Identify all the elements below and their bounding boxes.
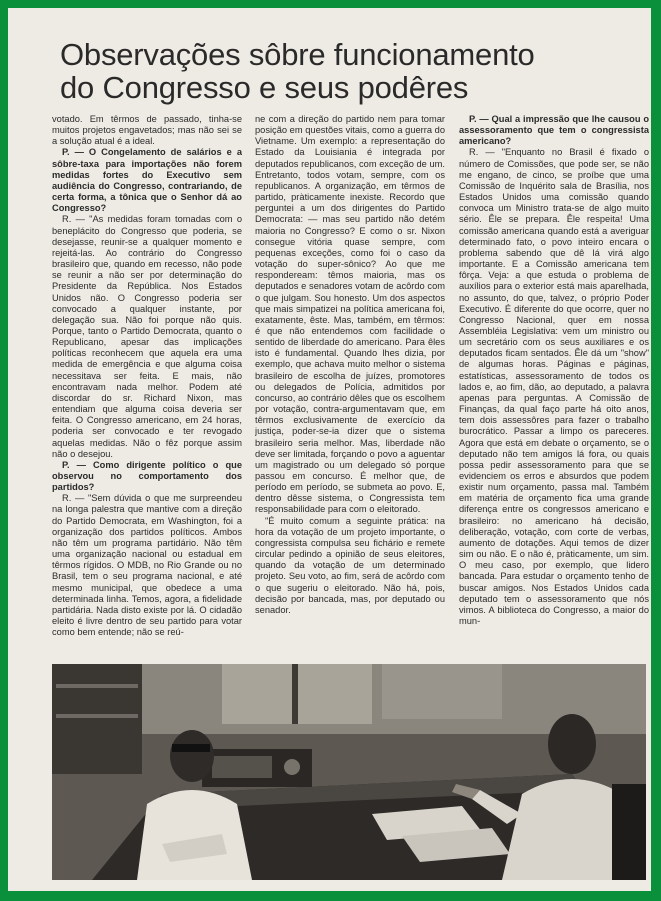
magazine-page bbox=[8, 8, 651, 891]
answer: R. — "As medidas foram tomadas com o beneplácito do Congresso que poderia, se desejasse, reunir-se a qualquer momento e rejeitá-las. Ao contrário do Congresso brasileiro que, quando em recesso, não pode se reunir a não ser por determinação do Presidente da República. Nos Estados Unidos não. O Congresso poderia ser convocado a qualquer instante, por delegação sua. Não foi porque não quis. Porque, tanto o Partido Democrata, quanto o Republicano, apesar das implicações políticas reconhecem que aquela era uma medida de emergência e que alguma coisa necessitava ser feita. E mais, não encontravam nada melhor. Podem até discordar do sr. Richard Nixon, mas entendiam que alguma coisa deveria ser feita. O Congresso americano, em 24 horas, poderia ser convocado e ter revogado aquelas medidas. Não o fêz porque assim não o desejou. bbox=[52, 214, 242, 459]
answer: R. — "Sem dúvida o que me surpreendeu na longa palestra que mantive com a direção do Partido Democrata, em Washington, foi a organização dos partidos políticos. Ambos não têm um programa partidário. Não têm uma organização nacional ou estadual em têrmos rígidos. O MDB, no Rio Grande ou no Brasil, tem o seu programa nacional, e até mesmo municipal, que obedece a uma determinada linha. Temos, agora, a fidelidade partidária. Nada disto existe por lá. O cidadão eleito é livre dentro de seu partido para votar como bem entende; não se reú- bbox=[52, 493, 242, 638]
text-column-2 bbox=[255, 114, 445, 659]
interview-photo bbox=[52, 664, 646, 880]
paragraph: ne com a direção do partido nem para tomar posição em questões vitais, como a guerra do Vietname. Um exemplo: a representação do Estado da Louisiania é integrada por deputados republicanos, com exceção de um. Entretanto, todos votam, sempre, com os republicanos. A organização, em têrmos de partido, pràticamente inexiste. Recordo que perguntei a um dos dirigentes do Partido Democrata: — mas seu partido não detém maioria no Congresso? E como o sr. Nixon consegue vitória quase sempre, com pequenas exceções, como foi o caso da votação do super-sônico? Ao que me respondeream: têmos maioria, mas os deputados e senadores votam de acôrdo com o que julgam. Sou honesto. Um dos aspectos que mais simpatizei na política americana foi, exatamente, êste. Mas, também, em têrmos: é que não entendemos com facilidade o sentido de liberdade do americano. Para êles isto é fundamental. Quando lhes dizia, por exemplo, que achava muito melhor o sistema brasileiro de escolha de juízes, promotores ou delegados de Polícia, admitidos por concurso, ao contrário dêles que os escolhem por votação, contra-argumentavam que, em têrmos exclusivamente de exercício da justiça, poder-se-ia dizer que o sistema brasileiro seria melhor. Mas, liberdade não deve ser limitada, forçando o povo a aguentar um magistrado ou um delegado só porque passou em concurso. É melhor que, de período em período, se submeta ao povo. E, dentro dêsse sistema, o Congressista tem responsabilidade para com o eleitorado. bbox=[255, 114, 445, 515]
text-column-1 bbox=[52, 114, 242, 659]
answer: R. — "Enquanto no Brasil é fixado o número de Comissões, que pode ser, se não me engano, de cinco, se proíbe que uma Comissão de Inquérito sala de Brasília, nos Estados Unidos uma comissão quando convoca um Ministro trata-se de algo muito sério. Êle se prepara. Êle respeita! Uma comissão americana quando está a averiguar determinado fato, o povo inteiro encara o problema sabendo que dê lá virá algo importante. E a Comissão americana tem fôrça. Veja: a que estuda o problema de auxílios para o exterior está mais aparelhada, no assunto, do que, talvez, o próprio Poder Executivo. É diferente do que ocorre, quer no Congresso Nacional, quer em nossa Assembléia Legislativa: vem um ministro ou um secretário com os seus auxiliares e os deputados ficam sentados. Êle dá um "show" de algumas horas. Páginas e páginas, estatísticas, assessoramento de todos os lados e, ao fim, dão, ao deputado, a palavra apenas para perguntas. A Comissão de Finanças, da qual faço parte há oito anos, tem dois assessôres para fazer o trabalho burocrático. Passar a limpo os pareceres. Agora que está em debate o orçamento, se o deputado não tem amigos lá fora, ou quais possa pedir assessoramento para que se evidenciem os erros e absurdos que podem existir num orçamento, passa mal. Também em matéria de orçamento fica uma grande diferença entre os congressos americano e brasileiro: no americano há decisão, deliberação, votação, com corte de verbas, aumento de dotações. Aqui temos de dizer sim ou não. E o não é, pràticamente, um sim. O meu caso, por exemplo, que lidero bancada. Para estudar o orçamento tenho de buscar amigos. Nos Estados Unidos cada deputado tem o assessoramento que nós vimos. A biblioteca do Congresso, a maior do mun- bbox=[459, 147, 649, 627]
text-column-3 bbox=[459, 114, 649, 659]
paragraph: votado. Em têrmos de passado, tinha-se muitos projetos engavetados; mas não sei se a solução atual é a ideal. bbox=[52, 114, 242, 147]
interview-photo-illustration bbox=[52, 664, 646, 880]
paragraph: "É muito comum a seguinte prática: na hora da votação de um projeto importante, o congressista compulsa seu fichário e remete circular pedindo a opinião de seus eleitores, quando da votação de um determinado projeto. Seu voto, ao fim, será de acôrdo com o que sugeriu o eleitorado. Não há, pois, decisão por bancada, mas, por deputado ou senador. bbox=[255, 515, 445, 615]
title-line-2: do Congresso e seus podêres bbox=[60, 70, 469, 105]
title-line-1: Observações sôbre funcionamento bbox=[60, 37, 535, 72]
question: P. — Como dirigente político o que observou no comportamento dos partidos? bbox=[52, 459, 242, 493]
question: P. — O Congelamento de salários e a sôbre-taxa para importações não forem medidas fortes do Executivo sem audiência do Congresso, contrariando, de certa forma, a tônica que o Senhor dá ao Congresso? bbox=[52, 147, 242, 214]
article-title bbox=[60, 38, 620, 104]
question: P. — Qual a impressão que lhe causou o assessoramento que tem o congressista americano? bbox=[459, 114, 649, 147]
